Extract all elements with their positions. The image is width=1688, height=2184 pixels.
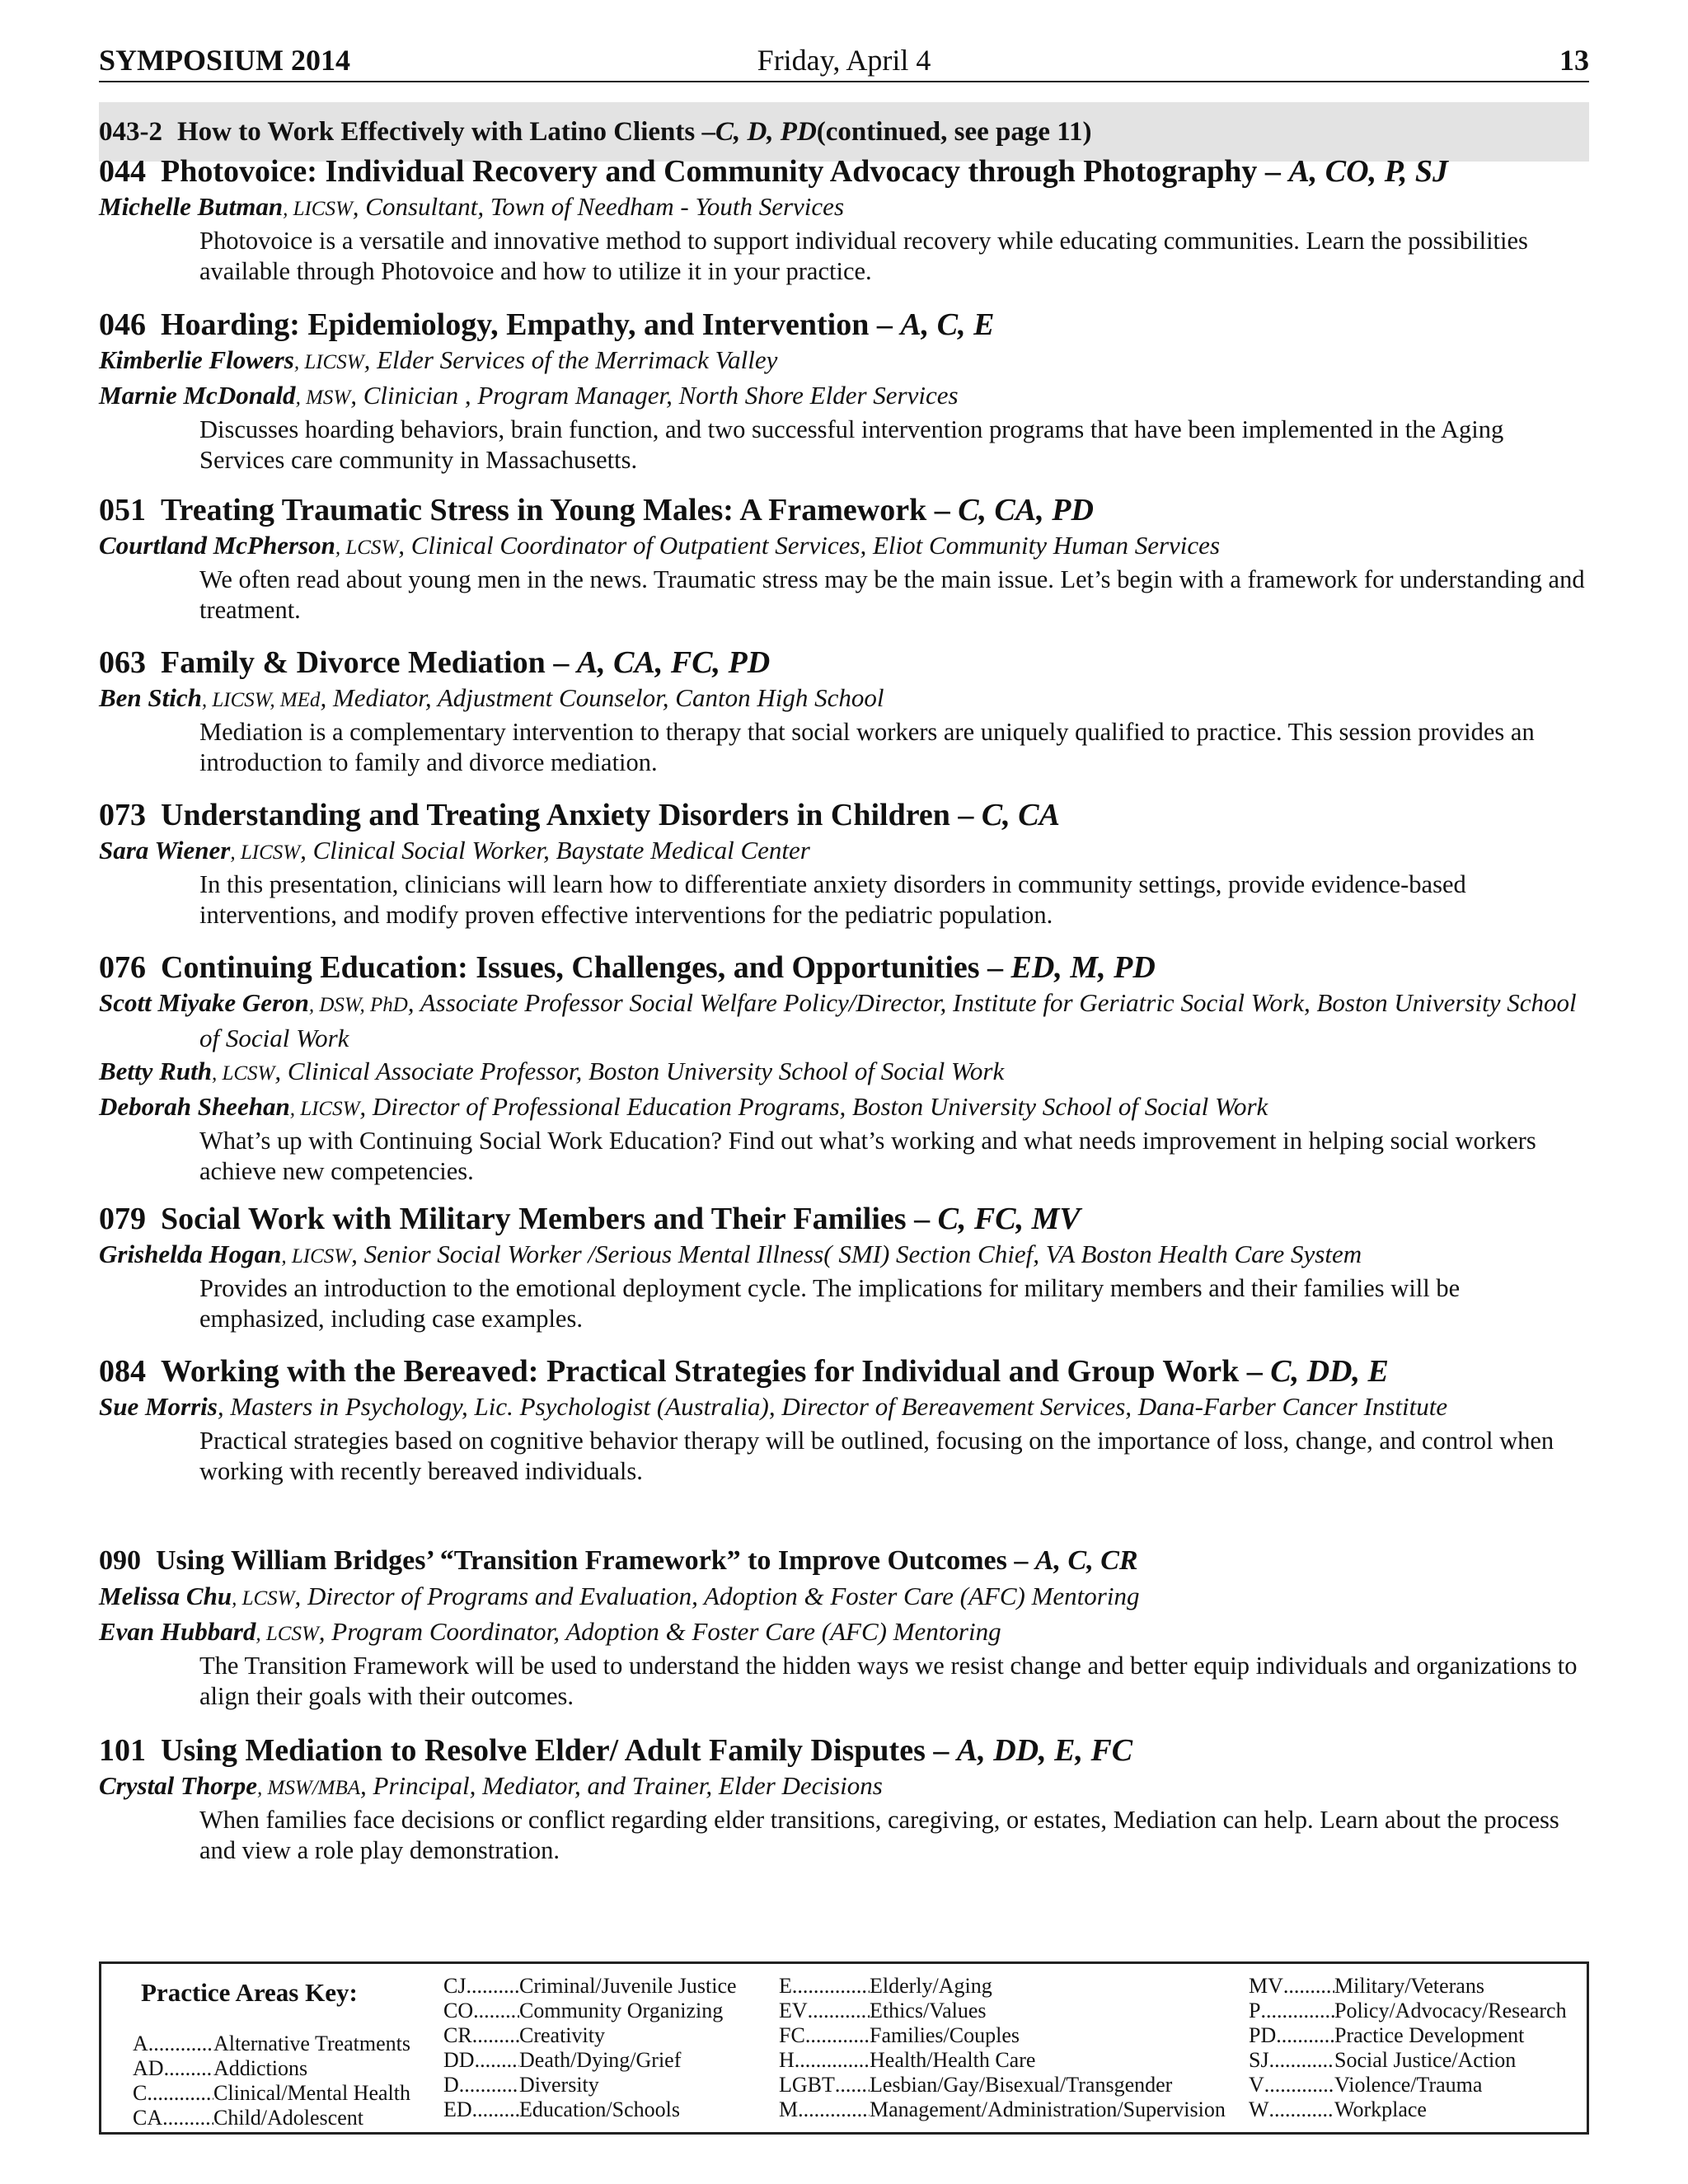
presenter-line bbox=[99, 1615, 1589, 1651]
key-code-cell bbox=[779, 2023, 870, 2048]
key-label: Violence/Trauma bbox=[1334, 2073, 1483, 2097]
key-leader-dots bbox=[798, 2097, 870, 2122]
session-description: In this presentation, clinicians will learn how to differentiate anxiety disorders in community settings, provide evidence-based interventions, and modify proven effective interventions for the pediatric population. bbox=[199, 870, 1466, 929]
session-entry bbox=[99, 1352, 1589, 1487]
session-number: 063 bbox=[99, 645, 146, 680]
key-code-cell bbox=[1249, 2073, 1334, 2097]
session-title: Understanding and Treating Anxiety Disorders in Children – bbox=[161, 798, 982, 832]
key-code: DD bbox=[443, 2048, 475, 2072]
key-code: H bbox=[779, 2048, 795, 2072]
presenter-line bbox=[99, 1055, 1589, 1090]
key-column bbox=[443, 1974, 737, 2122]
presenter-credentials: , DSW, PhD bbox=[308, 994, 408, 1016]
key-item bbox=[1249, 2048, 1567, 2073]
presenter-credentials: , LICSW bbox=[230, 841, 301, 864]
key-code: W bbox=[1249, 2097, 1269, 2121]
key-item bbox=[1249, 1999, 1567, 2023]
presenter-line bbox=[99, 834, 1589, 869]
practice-areas: C, CA bbox=[981, 798, 1060, 832]
presenter-credentials: , LCSW bbox=[256, 1623, 319, 1645]
presenter-affiliation: , Senior Social Worker /Serious Mental Illness( SMI) Section Chief, VA Boston Health Care System bbox=[351, 1240, 1362, 1268]
key-item bbox=[443, 2048, 737, 2073]
presenter-affiliation: , Clinical Social Worker, Baystate Medical Center bbox=[300, 836, 810, 865]
key-label: Workplace bbox=[1334, 2097, 1427, 2121]
key-code-cell bbox=[1249, 2023, 1334, 2048]
session-entry bbox=[99, 152, 1589, 287]
key-leader-dots bbox=[1276, 2023, 1334, 2048]
key-label: Practice Development bbox=[1334, 2023, 1525, 2047]
key-leader-dots bbox=[835, 2073, 870, 2097]
presenter-name: Melissa Chu bbox=[99, 1582, 232, 1610]
presenter-credentials: , LICSW bbox=[283, 198, 353, 220]
session-number: 051 bbox=[99, 493, 146, 527]
presenter-name: Kimberlie Flowers bbox=[99, 345, 294, 374]
key-code: A bbox=[133, 2032, 148, 2055]
key-leader-dots bbox=[148, 2032, 213, 2056]
key-code: SJ bbox=[1249, 2048, 1269, 2072]
key-code: MV bbox=[1249, 1974, 1283, 1998]
key-code: EV bbox=[779, 1999, 808, 2022]
presenter-credentials: , LICSW, MEd bbox=[201, 689, 321, 711]
presenter-affiliation: , Consultant, Town of Needham - Youth Services bbox=[352, 192, 845, 221]
session-number: 076 bbox=[99, 950, 146, 985]
session-description: When families face decisions or conflict regarding elder transitions, caregiving, or estates, Mediation can help. Learn about the process and view a role play demonstration. bbox=[199, 1806, 1559, 1864]
session-title-line bbox=[99, 491, 1589, 529]
page bbox=[99, 41, 1589, 1864]
key-leader-dots bbox=[472, 2023, 519, 2048]
session-title-line bbox=[99, 1542, 1589, 1580]
key-code-cell bbox=[133, 2032, 213, 2056]
key-leader-dots bbox=[459, 2073, 519, 2097]
key-label: Health/Health Care bbox=[870, 2048, 1036, 2072]
key-code: PD bbox=[1249, 2023, 1277, 2047]
key-label: Management/Administration/Supervision bbox=[870, 2097, 1226, 2121]
key-code: CO bbox=[443, 1999, 474, 2022]
presenter-line bbox=[99, 987, 1589, 1055]
key-label: Clinical/Mental Health bbox=[213, 2081, 410, 2105]
presenter-affiliation: , Associate Professor Social Welfare Policy/Director, Institute for Geriatric Social Work, Boston University School of Social Work bbox=[199, 988, 1577, 1052]
key-code: ED bbox=[443, 2097, 472, 2121]
key-label: Diversity bbox=[519, 2073, 599, 2097]
key-code-cell bbox=[779, 1999, 870, 2023]
key-label: Creativity bbox=[519, 2023, 605, 2047]
session-title: Social Work with Military Members and Their Families – bbox=[161, 1202, 938, 1236]
page-header bbox=[99, 41, 1589, 82]
key-label: Social Justice/Action bbox=[1334, 2048, 1517, 2072]
practice-areas: C, D, PD bbox=[715, 116, 817, 147]
key-code: D bbox=[443, 2073, 459, 2097]
key-code-cell bbox=[1249, 2097, 1334, 2122]
presenter-affiliation: , Masters in Psychology, Lic. Psychologist (Australia), Director of Bereavement Services, Dana-Farber Cancer Institute bbox=[217, 1392, 1448, 1421]
key-code: AD bbox=[133, 2056, 164, 2080]
key-item bbox=[443, 1999, 737, 2023]
key-code-cell bbox=[779, 2048, 870, 2073]
key-label: Policy/Advocacy/Research bbox=[1334, 1999, 1567, 2022]
presenter-credentials: , LICSW bbox=[293, 351, 364, 373]
key-item bbox=[779, 2073, 1226, 2097]
presenter-credentials: , LCSW bbox=[211, 1062, 275, 1085]
key-leader-dots bbox=[792, 1974, 870, 1999]
key-code: C bbox=[133, 2081, 148, 2105]
practice-areas: A, DD, E, FC bbox=[956, 1733, 1133, 1768]
presenter-line bbox=[99, 379, 1589, 415]
key-code-cell bbox=[443, 2073, 519, 2097]
presenter-line bbox=[99, 1769, 1589, 1805]
session-title: Using Mediation to Resolve Elder/ Adult Family Disputes – bbox=[161, 1733, 957, 1768]
practice-areas: C, DD, E bbox=[1270, 1354, 1389, 1389]
session-description: What’s up with Continuing Social Work Education? Find out what’s working and what needs improvement in helping social workers achieve new competencies. bbox=[199, 1127, 1536, 1185]
presenter-line bbox=[99, 1580, 1589, 1615]
session-number: 044 bbox=[99, 154, 146, 189]
presenter-affiliation: , Clinician , Program Manager, North Shore Elder Services bbox=[350, 381, 959, 410]
presenter-name: Courtland McPherson bbox=[99, 531, 335, 560]
session-description: We often read about young men in the news. Traumatic stress may be the main issue. Let’s begin with a framework for understanding and treatment. bbox=[199, 565, 1585, 624]
presenter-credentials: , LICSW bbox=[289, 1098, 360, 1120]
key-code: V bbox=[1249, 2073, 1264, 2097]
presenter-affiliation: , Clinical Coordinator of Outpatient Services, Eliot Community Human Services bbox=[398, 531, 1221, 560]
key-code-cell bbox=[443, 2023, 519, 2048]
key-code-cell bbox=[443, 2097, 519, 2122]
key-label: Child/Adolescent bbox=[213, 2106, 363, 2130]
presenter-line bbox=[99, 529, 1589, 565]
session-title-line bbox=[99, 306, 1589, 344]
key-code: LGBT bbox=[779, 2073, 835, 2097]
key-item bbox=[1249, 1974, 1567, 1999]
session-title: Family & Divorce Mediation – bbox=[161, 645, 577, 680]
key-label: Military/Veterans bbox=[1334, 1974, 1484, 1998]
key-item bbox=[443, 2023, 737, 2048]
session-number: 073 bbox=[99, 798, 146, 832]
practice-areas: ED, M, PD bbox=[1010, 950, 1156, 985]
key-code: CJ bbox=[443, 1974, 467, 1998]
key-item bbox=[1249, 2023, 1567, 2048]
key-item bbox=[779, 1999, 1226, 2023]
key-item bbox=[779, 2023, 1226, 2048]
session-number: 046 bbox=[99, 307, 146, 342]
key-item bbox=[443, 2097, 737, 2122]
key-leader-dots bbox=[472, 2097, 519, 2122]
presenter-name: Deborah Sheehan bbox=[99, 1092, 290, 1121]
key-leader-dots bbox=[147, 2081, 213, 2106]
key-code: CA bbox=[133, 2106, 163, 2130]
key-code-cell bbox=[443, 2048, 519, 2073]
key-code: CR bbox=[443, 2023, 472, 2047]
key-leader-dots bbox=[466, 1974, 519, 1999]
key-title: Practice Areas Key: bbox=[141, 1978, 358, 2007]
presenter-line bbox=[99, 1090, 1589, 1126]
practice-areas: C, CA, PD bbox=[958, 493, 1094, 527]
key-code-cell bbox=[1249, 1974, 1334, 1999]
session-number: 090 bbox=[99, 1545, 141, 1576]
presenter-credentials: , LICSW bbox=[281, 1245, 352, 1268]
key-item bbox=[443, 2073, 737, 2097]
key-code-cell bbox=[443, 1999, 519, 2023]
key-column bbox=[1249, 1974, 1567, 2122]
presenter-affiliation: , Mediator, Adjustment Counselor, Canton High School bbox=[320, 683, 884, 712]
session-number: 079 bbox=[99, 1202, 146, 1236]
presenter-name: Marnie McDonald bbox=[99, 381, 296, 410]
presenter-name: Scott Miyake Geron bbox=[99, 988, 309, 1017]
symposium-title: SYMPOSIUM 2014 bbox=[99, 44, 350, 77]
key-item bbox=[779, 2048, 1226, 2073]
key-code-cell bbox=[779, 1974, 870, 1999]
key-column bbox=[779, 1974, 1226, 2122]
session-description: Provides an introduction to the emotional deployment cycle. The implications for military members and their families will be emphasized, including case examples. bbox=[199, 1274, 1461, 1333]
practice-areas: A, C, E bbox=[900, 307, 995, 342]
presenter-name: Sue Morris bbox=[99, 1392, 218, 1421]
key-leader-dots bbox=[1283, 1974, 1334, 1999]
session-title: How to Work Effectively with Latino Clients – bbox=[177, 116, 715, 147]
key-code: FC bbox=[779, 2023, 805, 2047]
presenter-affiliation: , Principal, Mediator, and Trainer, Elder Decisions bbox=[360, 1771, 883, 1800]
presenter-affiliation: , Director of Programs and Evaluation, Adoption & Foster Care (AFC) Mentoring bbox=[294, 1582, 1140, 1610]
session-description: Practical strategies based on cognitive behavior therapy will be outlined, focusing on the importance of loss, change, and control when working with recently bereaved individuals. bbox=[199, 1427, 1554, 1485]
session-description: Discusses hoarding behaviors, brain function, and two successful intervention programs that have been implemented in the Aging Services care community in Massachusetts. bbox=[199, 415, 1504, 474]
presenter-affiliation: , Director of Professional Education Programs, Boston University School of Social Work bbox=[359, 1092, 1268, 1121]
presenter-name: Ben Stich bbox=[99, 683, 202, 712]
key-label: Death/Dying/Grief bbox=[519, 2048, 682, 2072]
presenter-name: Grishelda Hogan bbox=[99, 1240, 282, 1268]
key-leader-dots bbox=[1269, 2097, 1334, 2122]
key-label: Families/Couples bbox=[870, 2023, 1020, 2047]
session-entry bbox=[99, 491, 1589, 626]
session-number: 043-2 bbox=[99, 116, 162, 147]
key-column bbox=[133, 2032, 410, 2130]
practice-areas: A, CA, FC, PD bbox=[576, 645, 771, 680]
presenter-affiliation: , Clinical Associate Professor, Boston University School of Social Work bbox=[274, 1057, 1005, 1085]
key-leader-dots bbox=[1264, 2073, 1334, 2097]
practice-areas: A, CO, P, SJ bbox=[1288, 154, 1449, 189]
key-item bbox=[779, 2097, 1226, 2122]
session-title: Continuing Education: Issues, Challenges, and Opportunities – bbox=[161, 950, 1011, 985]
session-entry bbox=[99, 1200, 1589, 1334]
key-code: E bbox=[779, 1974, 792, 1998]
key-code-cell bbox=[779, 2073, 870, 2097]
key-code-cell bbox=[1249, 2048, 1334, 2073]
key-label: Alternative Treatments bbox=[213, 2032, 411, 2055]
session-title-line bbox=[99, 152, 1589, 190]
continued-note: (continued, see page 11) bbox=[816, 116, 1092, 147]
session-title-line bbox=[99, 949, 1589, 987]
session-entry bbox=[99, 306, 1589, 476]
key-item bbox=[133, 2106, 410, 2130]
practice-areas: A, C, CR bbox=[1034, 1545, 1138, 1576]
key-item bbox=[133, 2081, 410, 2106]
date-label: Friday, April 4 bbox=[757, 44, 931, 77]
key-code: M bbox=[779, 2097, 799, 2121]
key-item bbox=[133, 2032, 410, 2056]
presenter-credentials: , MSW/MBA bbox=[257, 1777, 361, 1799]
session-title-line bbox=[99, 796, 1589, 834]
key-leader-dots bbox=[1260, 1999, 1334, 2023]
session-title: Hoarding: Epidemiology, Empathy, and Intervention – bbox=[161, 307, 901, 342]
key-code-cell bbox=[779, 2097, 870, 2122]
key-label: Lesbian/Gay/Bisexual/Transgender bbox=[870, 2073, 1173, 2097]
key-item bbox=[133, 2056, 410, 2081]
session-title: Photovoice: Individual Recovery and Community Advocacy through Photography – bbox=[161, 154, 1289, 189]
session-title: Treating Traumatic Stress in Young Males: A Framework – bbox=[161, 493, 959, 527]
presenter-line bbox=[99, 1390, 1589, 1426]
key-leader-dots bbox=[162, 2106, 213, 2130]
presenter-line bbox=[99, 682, 1589, 717]
session-entry bbox=[99, 796, 1589, 930]
key-code-cell bbox=[133, 2106, 213, 2130]
page-number: 13 bbox=[1559, 44, 1589, 77]
presenter-line bbox=[99, 190, 1589, 226]
session-entry bbox=[99, 949, 1589, 1187]
key-label: Addictions bbox=[213, 2056, 308, 2080]
key-leader-dots bbox=[808, 1999, 870, 2023]
key-label: Community Organizing bbox=[519, 1999, 724, 2022]
key-code: P bbox=[1249, 1999, 1261, 2022]
key-label: Education/Schools bbox=[519, 2097, 680, 2121]
session-description: The Transition Framework will be used to understand the hidden ways we resist change and better equip individuals and organizations to align their goals with their outcomes. bbox=[199, 1652, 1578, 1710]
practice-areas: C, FC, MV bbox=[937, 1202, 1081, 1236]
session-title-line bbox=[99, 1200, 1589, 1238]
key-leader-dots bbox=[164, 2056, 213, 2081]
presenter-name: Crystal Thorpe bbox=[99, 1771, 258, 1800]
key-leader-dots bbox=[473, 1999, 519, 2023]
key-code-cell bbox=[443, 1974, 519, 1999]
key-code-cell bbox=[1249, 1999, 1334, 2023]
key-item bbox=[1249, 2073, 1567, 2097]
key-leader-dots bbox=[795, 2048, 870, 2073]
presenter-line bbox=[99, 344, 1589, 379]
presenter-line bbox=[99, 1238, 1589, 1273]
key-label: Ethics/Values bbox=[870, 1999, 987, 2022]
session-title: Working with the Bereaved: Practical Strategies for Individual and Group Work – bbox=[161, 1354, 1271, 1389]
session-title-line bbox=[99, 1352, 1589, 1390]
presenter-credentials: , LCSW bbox=[232, 1587, 295, 1610]
presenter-name: Sara Wiener bbox=[99, 836, 231, 865]
key-label: Criminal/Juvenile Justice bbox=[519, 1974, 737, 1998]
key-item bbox=[443, 1974, 737, 1999]
session-entry bbox=[99, 644, 1589, 778]
session-description: Photovoice is a versatile and innovative method to support individual recovery while educating communities. Learn the possibilities available through Photovoice and how to utilize it in your practice. bbox=[199, 227, 1528, 285]
presenter-affiliation: , Program Coordinator, Adoption & Foster Care (AFC) Mentoring bbox=[318, 1617, 1001, 1646]
presenter-name: Evan Hubbard bbox=[99, 1617, 256, 1646]
session-title-line bbox=[99, 644, 1589, 682]
presenter-credentials: , LCSW bbox=[335, 537, 399, 559]
session-title: Using William Bridges’ “Transition Framework” to Improve Outcomes – bbox=[156, 1545, 1035, 1576]
key-label: Elderly/Aging bbox=[870, 1974, 992, 1998]
key-code-cell bbox=[133, 2056, 213, 2081]
session-entry bbox=[99, 1732, 1589, 1866]
session-title-line bbox=[99, 1732, 1589, 1769]
session-number: 101 bbox=[99, 1733, 146, 1768]
key-item bbox=[779, 1974, 1226, 1999]
key-code-cell bbox=[133, 2081, 213, 2106]
session-number: 084 bbox=[99, 1354, 146, 1389]
presenter-name: Michelle Butman bbox=[99, 192, 284, 221]
key-leader-dots bbox=[475, 2048, 519, 2073]
presenter-affiliation: , Elder Services of the Merrimack Valley bbox=[363, 345, 778, 374]
key-leader-dots bbox=[805, 2023, 870, 2048]
session-description: Mediation is a complementary intervention to therapy that social workers are uniquely qualified to practice. This session provides an introduction to family and divorce mediation. bbox=[199, 718, 1535, 776]
presenter-name: Betty Ruth bbox=[99, 1057, 212, 1085]
presenter-credentials: , MSW bbox=[295, 387, 351, 409]
key-leader-dots bbox=[1269, 2048, 1334, 2073]
practice-areas-key bbox=[99, 1961, 1589, 2135]
session-entry bbox=[99, 1542, 1589, 1712]
key-item bbox=[1249, 2097, 1567, 2122]
